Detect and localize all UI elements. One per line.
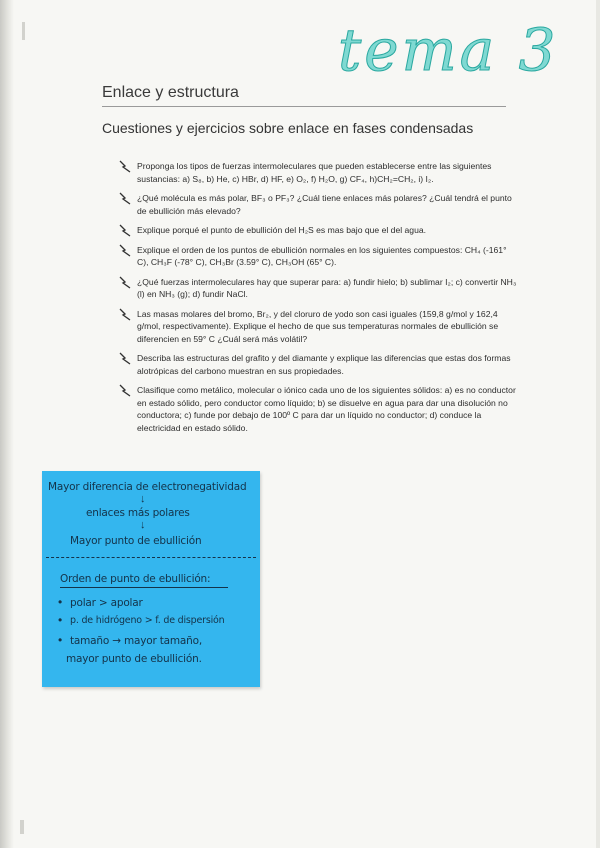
question-text: ¿Qué molécula es más polar, BF₃ o PF₃? ¿Cuál tiene enlaces más polares? ¿Cuál tendrá el punto de ebullición más elevado? <box>137 193 512 216</box>
dashed-separator <box>46 557 256 558</box>
question-text: Proponga los tipos de fuerzas intermoleculares que pueden establecerse entre las siguientes sustancias: a) S₈, b) He, c) HBr, d) HF, e) O₂, f) H₂O, g) CF₄, h)CH₂=CH₂, i) I₂. <box>137 161 492 184</box>
arrow-down-icon: ↓ <box>140 493 146 505</box>
arrow-down-icon: ↓ <box>140 519 146 531</box>
question-item <box>118 192 518 217</box>
check-mark-icon <box>118 191 132 205</box>
page-title: Enlace y estructura <box>102 84 239 101</box>
note-bullet-continuation: mayor punto de ebullición. <box>66 653 202 665</box>
check-mark-icon <box>118 307 132 321</box>
title-underline <box>102 106 506 107</box>
check-mark-icon <box>118 383 132 397</box>
handwritten-title: tema 3 <box>338 16 559 84</box>
check-mark-icon <box>118 243 132 257</box>
note-heading: Orden de punto de ebullición: <box>60 573 211 585</box>
note-line: Mayor diferencia de electronegatividad <box>48 481 247 493</box>
question-text: Describa las estructuras del grafito y del diamante y explique las diferencias que estas dos formas alotrópicas del carbono muestran en sus propiedades. <box>137 353 511 376</box>
question-text: ¿Qué fuerzas intermoleculares hay que superar para: a) fundir hielo; b) sublimar I₂; c) convertir NH₃ (l) en NH₃ (g); d) fundir NaCl. <box>137 276 517 299</box>
question-text: Las masas molares del bromo, Br₂, y del cloruro de yodo son casi iguales (159,8 g/mol y 162,4 g/mol, respectivamente). Explique el hecho de que sus temperaturas normales de ebullición se diferencien en 59° C ¿Cuál será más volátil? <box>137 308 499 344</box>
question-item <box>118 384 518 434</box>
scan-shadow-left <box>0 0 14 848</box>
question-text: Clasifique como metálico, molecular o iónico cada uno de los siguientes sólidos: a) es no conductor en estado sólido, pero conductor como líquido; b) se disuelve en agua para dar una disolución no conductora; c) funde por debajo de 100º C para dar un líquido no conductor; d) conduce la electricidad en estado sólido. <box>137 385 516 433</box>
question-item <box>118 244 518 269</box>
check-mark-icon <box>118 159 132 173</box>
check-mark-icon <box>118 223 132 237</box>
note-bullet: tamaño → mayor tamaño, <box>70 635 202 647</box>
note-underline <box>60 587 228 588</box>
question-item <box>118 308 518 346</box>
question-list <box>118 160 518 441</box>
bullet-dot-icon: • <box>58 613 63 627</box>
scan-mark <box>22 22 25 40</box>
bullet-dot-icon: • <box>58 595 63 609</box>
question-text: Explique porqué el punto de ebullición del H₂S es mas bajo que el del agua. <box>137 225 427 235</box>
note-bullet: polar > apolar <box>70 597 143 609</box>
note-line: enlaces más polares <box>86 507 190 519</box>
page-subtitle: Cuestiones y ejercicios sobre enlace en fases condensadas <box>102 120 474 136</box>
question-item <box>118 224 518 237</box>
question-item <box>118 276 518 301</box>
sticky-note <box>42 471 260 687</box>
note-line: Mayor punto de ebullición <box>70 535 202 547</box>
bullet-dot-icon: • <box>58 633 63 647</box>
check-mark-icon <box>118 351 132 365</box>
note-bullet: p. de hidrógeno > f. de dispersión <box>70 615 225 626</box>
check-mark-icon <box>118 275 132 289</box>
question-text: Explique el orden de los puntos de ebullición normales en los siguientes compuestos: CH₄ (-161° C), CH₃F (-78° C), CH₃Br (3.59° C), CH₃OH (65° C). <box>137 244 507 267</box>
scan-mark <box>20 820 24 834</box>
question-item <box>118 352 518 377</box>
question-item <box>118 160 518 185</box>
scan-shadow-right <box>596 0 600 848</box>
